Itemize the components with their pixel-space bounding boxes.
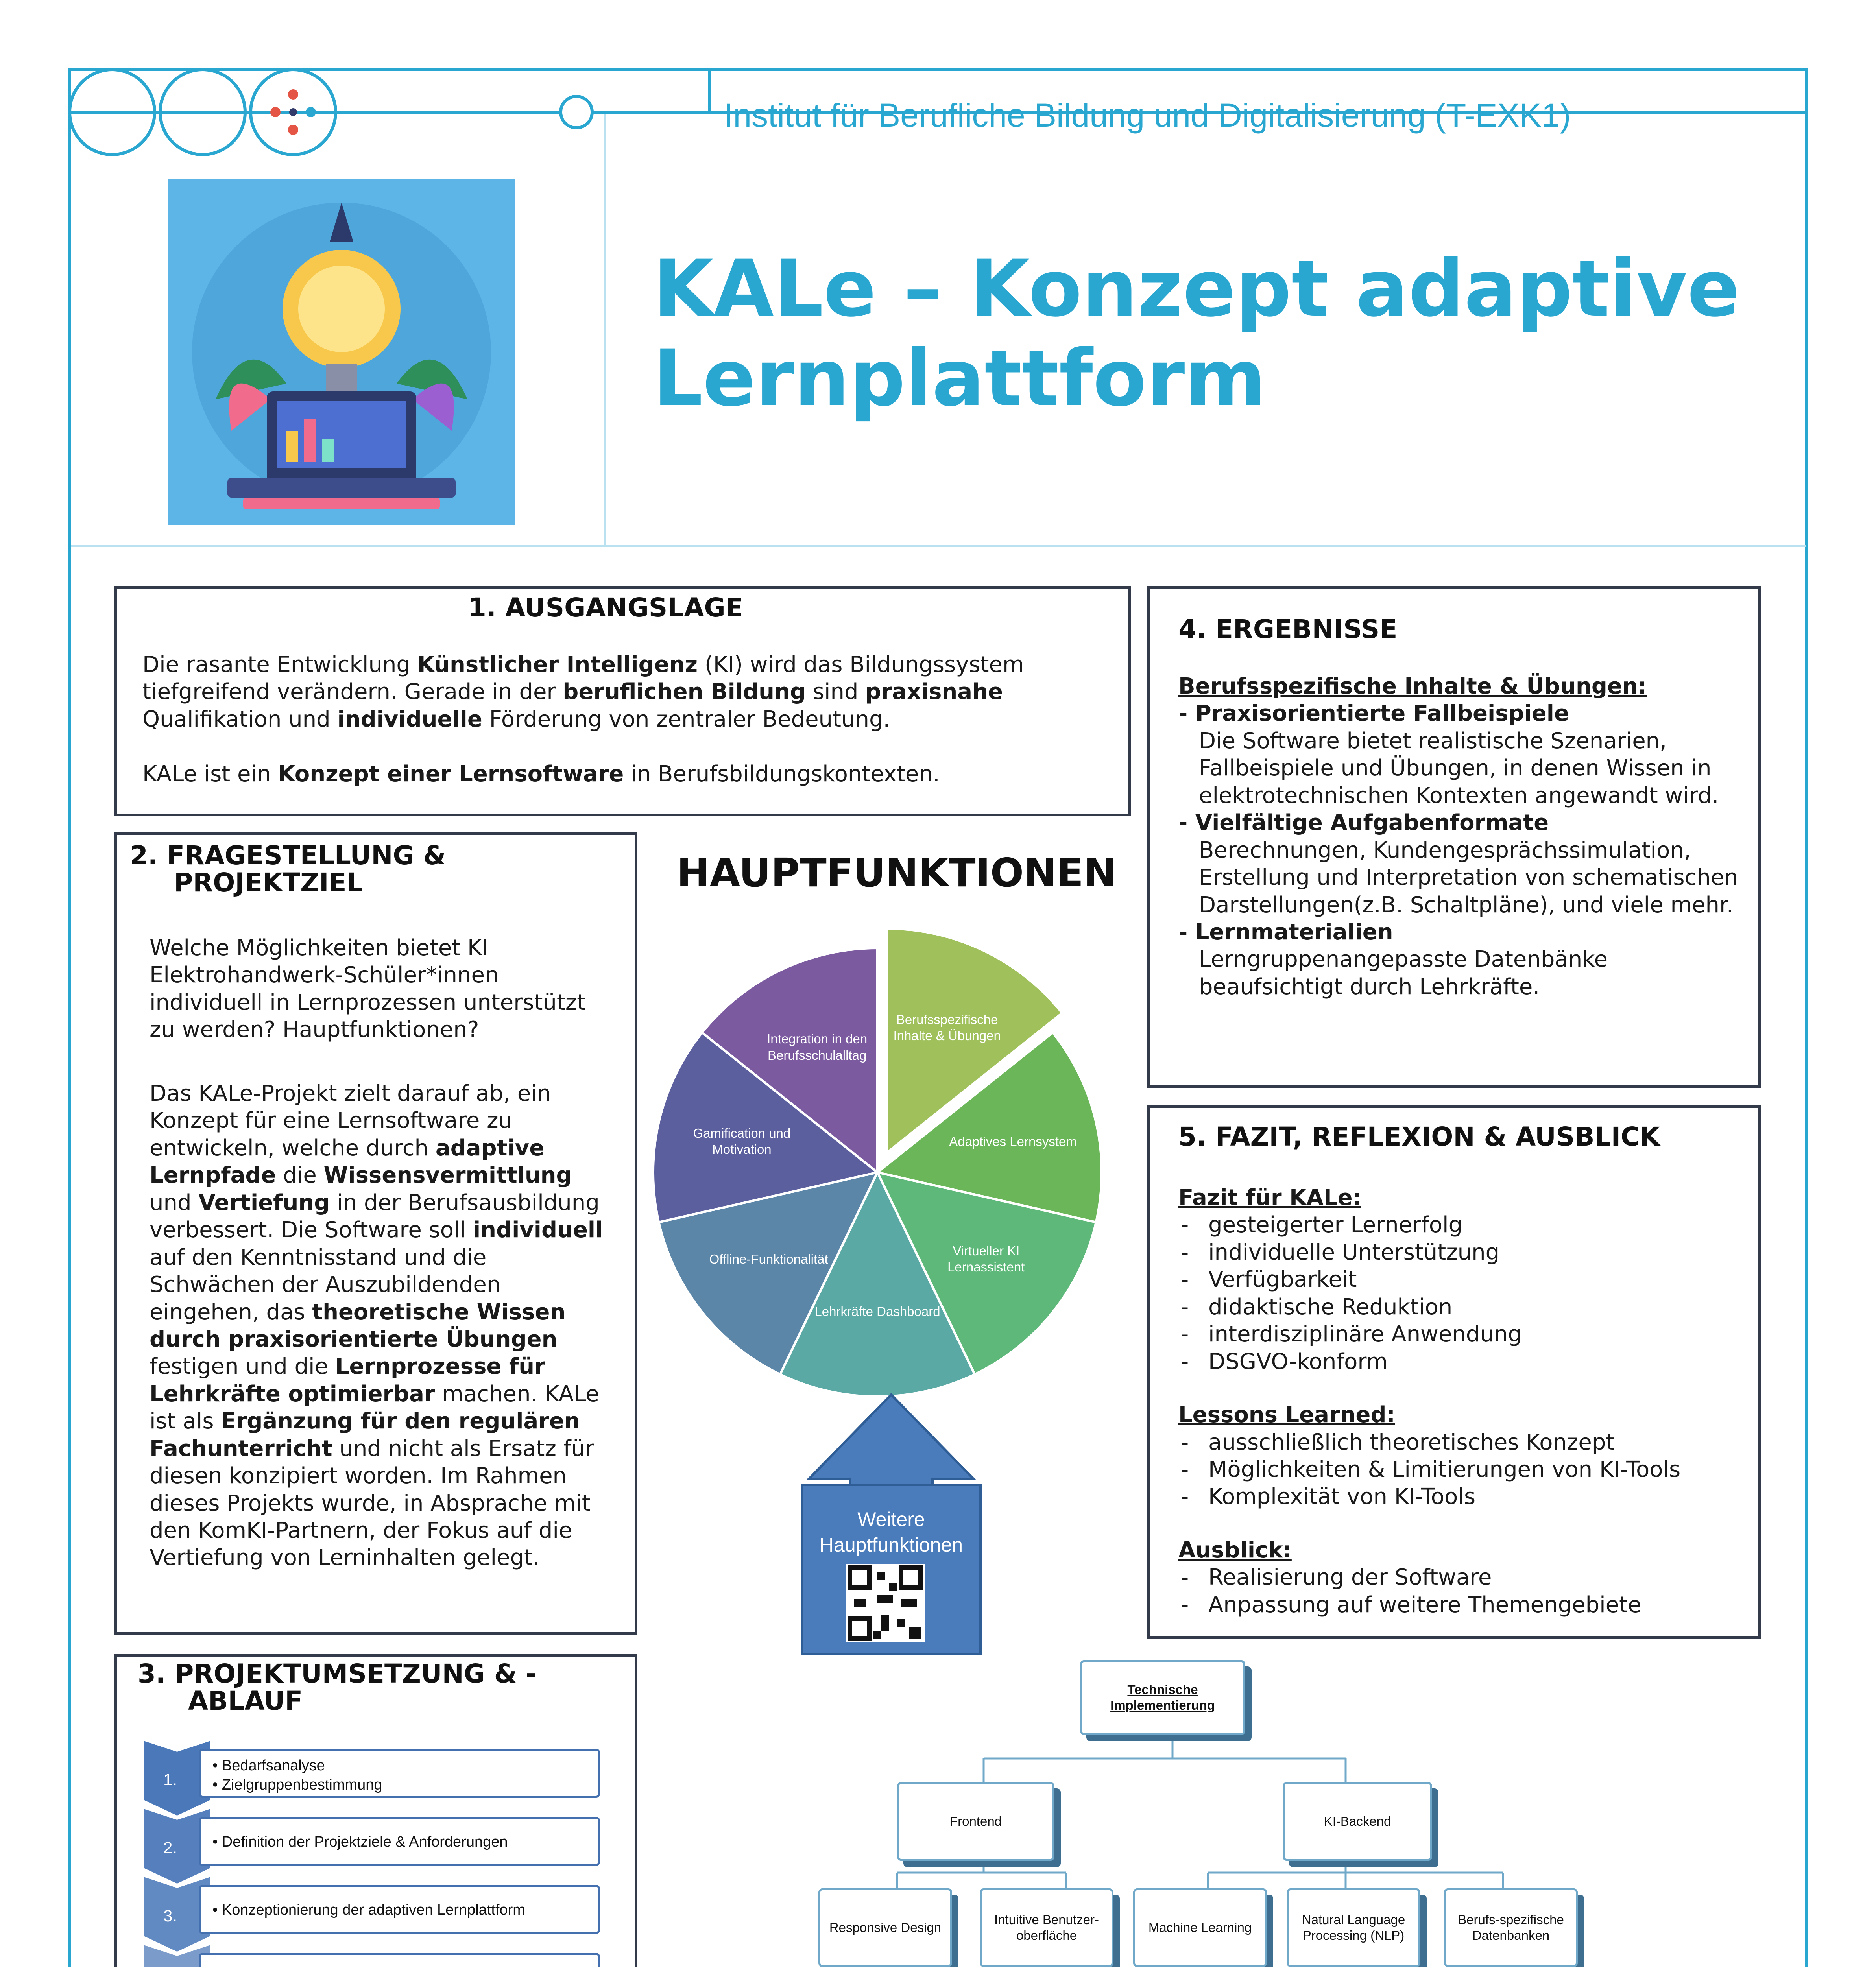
fazit-item: Verfügbarkeit	[1208, 1267, 1357, 1293]
tree-backend	[1283, 1782, 1432, 1861]
section1-p2-run-2: in Berufsbildungskontexten.	[624, 761, 940, 787]
step-item: • Bedarfsanalyse	[212, 1757, 325, 1774]
step-box	[199, 1817, 600, 1866]
page-title-line2: Lernplattform	[653, 332, 1266, 424]
fazit-title: Fazit für KALe:	[1178, 1185, 1361, 1210]
step-item: • Definition der Projektziele & Anforderungen	[212, 1834, 508, 1850]
list-dash: -	[1181, 1267, 1189, 1293]
step-item: • Zielgruppenbestimmung	[212, 1777, 382, 1794]
list-dash: -	[1181, 1456, 1189, 1482]
fazit-item: interdisziplinäre Anwendung	[1208, 1321, 1522, 1347]
section5-title: 5. FAZIT, REFLEXION & AUSBLICK	[1178, 1122, 1660, 1152]
section2-goal-run-7: individuell	[473, 1217, 603, 1243]
section4-subtitle: Berufsspezifische Inhalte & Übungen:	[1178, 674, 1647, 699]
section1-p1c-run-1: individuelle	[337, 706, 482, 732]
ausblick-title: Ausblick:	[1178, 1537, 1292, 1563]
step-number: 3.	[163, 1906, 177, 1925]
tree-leaf: Responsive Design	[818, 1888, 952, 1967]
pie-label-4: Offline-Funktionalität	[709, 1251, 828, 1266]
pie-label-1: Adaptives Lernsystem	[949, 1134, 1077, 1149]
section2-goal-run-12: machen. KALe ist als	[150, 1381, 599, 1434]
page-title	[653, 244, 1755, 423]
section2-goal-run-8: auf den Kenntnisstand und die Schwächen der Auszubildenden eingehen, das	[150, 1244, 501, 1325]
lessons-title: Lessons Learned:	[1178, 1402, 1395, 1428]
institute-name: Institut für Berufliche Bildung und Digitalisierung (T-EXK1)	[724, 97, 1571, 134]
pie-label-3: Lehrkräfte Dashboard	[814, 1304, 940, 1319]
pie-label-2: Virtueller KI Lernassistent	[947, 1244, 1025, 1275]
list-dash: -	[1181, 1484, 1189, 1510]
section1-p1b-run-0: tiefgreifend verändern. Gerade in der	[142, 679, 563, 705]
ausblick-list	[1178, 1564, 1745, 1618]
step-box	[199, 1885, 600, 1934]
section3-title	[138, 1660, 537, 1715]
section1-title: 1. AUSGANGSLAGE	[468, 592, 743, 623]
arrow-label: Weitere Hauptfunktionen	[819, 1508, 963, 1556]
list-dash: -	[1181, 1321, 1189, 1347]
section2-goal-run-6: in der Berufsausbildung verbessert. Die Software soll	[150, 1190, 600, 1243]
list-dash: -	[1181, 1212, 1189, 1238]
lessons-list	[1178, 1429, 1745, 1511]
section2-title-line2: PROJEKTZIEL	[174, 867, 363, 898]
result-text: Die Software bietet realistische Szenarien, Fallbeispiele und Übungen, in denen Wissen in elektrotechnischen Kontexten angewandt wird.	[1199, 728, 1719, 808]
header-circles-icon	[69, 69, 612, 167]
result-text: Lerngruppenangepasste Datenbänke beaufsichtigt durch Lehrkräfte.	[1199, 947, 1608, 1000]
section2-goal-run-1: adaptive Lernpfade	[150, 1135, 545, 1188]
section2-goal-run-10: festigen und die	[150, 1354, 335, 1380]
section1-line2	[142, 678, 1106, 705]
tree-leaf: Machine Learning	[1133, 1888, 1267, 1967]
section2-goal-run-14: und nicht als Ersatz für diesen konzipiert worden. Im Rahmen dieses Projekts wurde, in Absprache mit den KomKI-Partnern, der Fokus auf die Vertiefung von Lerninhalten gelegt.	[150, 1436, 594, 1571]
section4-title: 4. ERGEBNISSE	[1178, 614, 1398, 644]
result-heading: - Praxisorientierte Fallbeispiele	[1178, 701, 1569, 727]
step-item	[212, 1960, 586, 1967]
section2-goal-run-0: Das KALe-Projekt zielt darauf ab, ein Konzept für eine Lernsoftware zu entwickeln, welche durch	[150, 1081, 551, 1161]
list-dash: -	[1181, 1565, 1189, 1591]
lightbulb-illustration-icon	[168, 179, 515, 525]
fazit-item: individuelle Unterstützung	[1208, 1239, 1500, 1265]
section1-line4	[142, 760, 1106, 788]
step-box	[199, 1749, 600, 1798]
tree-root-label: Technische Implementierung	[1110, 1682, 1215, 1712]
fazit-list	[1178, 1211, 1745, 1375]
section1-p1b-run-2: sind	[805, 679, 866, 705]
qr-code-icon	[846, 1564, 925, 1642]
list-dash: -	[1181, 1592, 1189, 1618]
section2-goal-run-11: Lernprozesse für Lehrkräfte optimierbar	[150, 1354, 545, 1407]
section1-p1c-run-0: Qualifikation und	[142, 706, 338, 732]
section2-goal	[150, 1080, 614, 1572]
tree-leaf: Intuitive Benutzer-oberfläche	[980, 1888, 1113, 1967]
section1-p2-run-0: KALe ist ein	[142, 761, 278, 787]
section2-goal-run-5: Vertiefung	[198, 1190, 330, 1216]
list-dash: -	[1181, 1239, 1189, 1265]
result-heading: - Lernmaterialien	[1178, 919, 1393, 945]
lessons-item: Möglichkeiten & Limitierungen von KI-Tools	[1208, 1456, 1681, 1482]
section2-goal-run-4: und	[150, 1190, 199, 1216]
lessons-item: ausschließlich theoretisches Konzept	[1208, 1429, 1615, 1455]
pie-label-0: Berufsspezifische Inhalte & Übungen	[893, 1012, 1001, 1043]
tree-root	[1080, 1660, 1245, 1735]
section5-content	[1178, 1184, 1745, 1618]
fazit-item: didaktische Reduktion	[1208, 1294, 1453, 1320]
result-text: Berechnungen, Kundengesprächssimulation, Erstellung und Interpretation von schematischen Darstellungen(z.B. Schaltpläne), und viele mehr.	[1199, 837, 1738, 918]
section2-question: Welche Möglichkeiten bietet KI Elektrohandwerk-Schüler*innen individuell in Lernprozessen unterstützt zu werden? Hauptfunktionen?	[150, 935, 586, 1043]
section4-items	[1178, 700, 1745, 1000]
list-dash: -	[1181, 1429, 1189, 1455]
section1-p1b-run-1: beruflichen Bildung	[563, 679, 806, 705]
section3-title-line1: 3. PROJEKTUMSETZUNG & -	[138, 1659, 537, 1689]
section2-title-line1: 2. FRAGESTELLUNG &	[130, 840, 446, 871]
title-vertical-divider	[604, 114, 606, 545]
page-title-line1: KALe – Konzept adaptive	[653, 243, 1740, 334]
title-divider	[71, 545, 1806, 547]
list-dash: -	[1181, 1349, 1189, 1375]
section2-goal-run-9: theoretische Wissen durch praxisorientierte Übungen	[150, 1299, 566, 1352]
section1-p1-run-2: (KI) wird das Bildungssystem	[698, 652, 1024, 677]
step-item: • Konzeptionierung der adaptiven Lernplattform	[212, 1902, 525, 1918]
pie-label-5: Gamification und Motivation	[693, 1126, 791, 1157]
fazit-item: gesteigerter Lernerfolg	[1208, 1212, 1463, 1238]
section1-p1-run-1: Künstlicher Intelligenz	[417, 652, 698, 677]
lessons-item: Komplexität von KI-Tools	[1208, 1484, 1475, 1510]
tree-frontend-label: Frontend	[949, 1814, 1002, 1829]
step-box	[199, 1953, 600, 1967]
section2-goal-run-3: Wissensvermittlung	[323, 1162, 572, 1188]
section1-p1b-run-3: praxisnahe	[865, 679, 1003, 705]
section2-goal-run-2: die	[276, 1162, 324, 1188]
pie-label-6: Integration in den Berufsschulalltag	[767, 1031, 868, 1063]
section2-goal-run-13: Ergänzung für den regulären Fachunterricht	[150, 1408, 580, 1461]
section1-p2-run-1: Konzept einer Lernsoftware	[278, 761, 624, 787]
tree-leaf: Natural Language Processing (NLP)	[1287, 1888, 1420, 1967]
ausblick-item: Anpassung auf weitere Themengebiete	[1208, 1592, 1642, 1618]
section3-title-line2: ABLAUF	[188, 1686, 303, 1716]
ausblick-item: Realisierung der Software	[1208, 1565, 1492, 1591]
section1-line3	[142, 706, 1106, 733]
section1-p1-run-0: Die rasante Entwicklung	[142, 652, 417, 677]
section1-line1	[142, 651, 1106, 678]
section2-title	[130, 842, 446, 897]
fazit-item: DSGVO-konform	[1208, 1349, 1388, 1375]
chart-title: HAUPTFUNKTIONEN	[677, 850, 1117, 896]
section4-content	[1178, 673, 1745, 1000]
tree-backend-label: KI-Backend	[1324, 1814, 1391, 1829]
step-number: 2.	[163, 1838, 177, 1857]
step-number: 1.	[163, 1770, 177, 1789]
pie-chart	[649, 889, 1161, 1401]
section1-p1c-run-2: Förderung von zentraler Bedeutung.	[482, 706, 890, 732]
section1-text	[142, 651, 1106, 788]
tree-leaf: Berufs-spezifische Datenbanken	[1444, 1888, 1578, 1967]
result-heading: - Vielfältige Aufgabenformate	[1178, 810, 1549, 836]
header-bar-left-divider	[708, 68, 711, 113]
list-dash: -	[1181, 1294, 1189, 1320]
tree-frontend	[897, 1782, 1054, 1861]
